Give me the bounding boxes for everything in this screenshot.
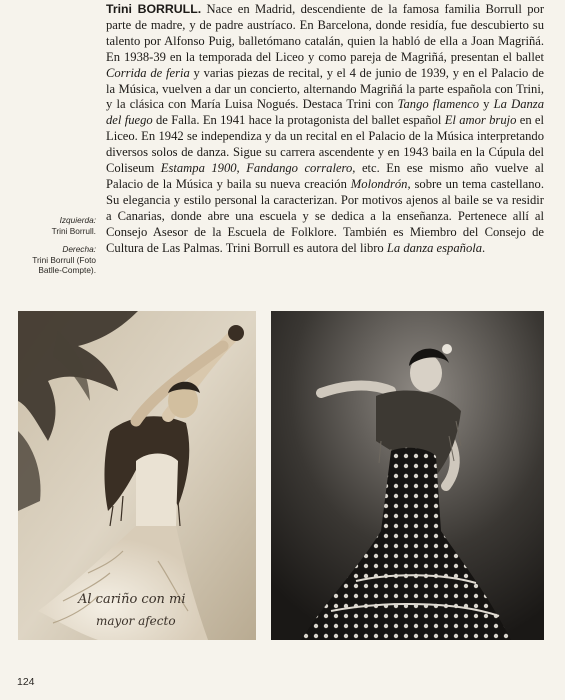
photo-inscription-line1: Al cariño con mi bbox=[78, 592, 186, 607]
left-caption-text: Trini Borrull. bbox=[51, 225, 96, 236]
bio-text: sobre un tema castellano. Su elegancia y estilo personal la caracterizan. Por motivos ajenos al baile se va residir a Canarias, donde abre una escuela y se dedica a la enseñanza. Pertenece allí al Consejo Asesor de la Escuela de Folklore. También es Miembro del Consejo de Cultura de Las Palmas. Trini Borrull es autora del libro bbox=[106, 176, 544, 255]
photo-inscription-line2: mayor afecto bbox=[96, 614, 176, 628]
dancer-name: Trini BORRULL. bbox=[106, 2, 202, 16]
right-caption-text: Trini Borrull (Foto Batlle-Compte). bbox=[32, 254, 96, 275]
bio-text: Nace en Madrid, descendiente de la famosa familia Borrull por parte de madre, y de padre austríaco. En Barcelona, donde residía, fue descubierto su talento por Alfonso Puig, balletómano catalán, quien la habló de ella a Joan Magriñá. En 1938-39 en la temporada del Liceo y como pareja de Magriñá, presentan el ballet bbox=[106, 2, 545, 64]
photo-dancer-polka-dot-dress bbox=[271, 311, 544, 640]
work-title: El amor brujo bbox=[444, 113, 517, 128]
bio-text: y bbox=[479, 97, 494, 112]
bio-text: en el Liceo. En 1942 se independiza y da un recital en el Palacio de la Música interpretando diversos solos de danza. Sigue su carrera ascendente y en 1943 baila en la Cúpula del Coliseum bbox=[106, 113, 545, 176]
left-caption-label: Izquierda: bbox=[59, 215, 96, 225]
bio-text: . bbox=[482, 240, 486, 255]
book-title: La danza española bbox=[386, 240, 483, 255]
page-number: 124 bbox=[17, 676, 35, 688]
photo-dancer-white-dress bbox=[18, 311, 256, 640]
work-title: Tango flamenco bbox=[397, 97, 480, 112]
work-title: Corrida de feria bbox=[106, 65, 190, 80]
bio-text: de Falla. En 1941 hace la protagonista del ballet español bbox=[152, 113, 445, 128]
work-title: La Danza del fuego bbox=[106, 97, 544, 128]
biography-paragraph bbox=[106, 2, 544, 257]
bio-text: etc. En ese mismo año vuelve al Palacio de la Música y baila su nueva creación bbox=[106, 161, 544, 191]
work-title: Molondrón, bbox=[350, 176, 411, 191]
photo-captions bbox=[30, 215, 96, 276]
work-title: Estampa 1900, Fandango corralero, bbox=[160, 161, 356, 176]
right-caption-label: Derecha: bbox=[62, 244, 96, 254]
bio-text: y varias piezas de recital, y el 4 de junio de 1939, y en el Palacio de la Música, vuelven a dar un concierto, alternando Magriñá la parte española con Trini, y la clásica con María Luisa Nogués. Destaca Trini con bbox=[106, 65, 544, 112]
